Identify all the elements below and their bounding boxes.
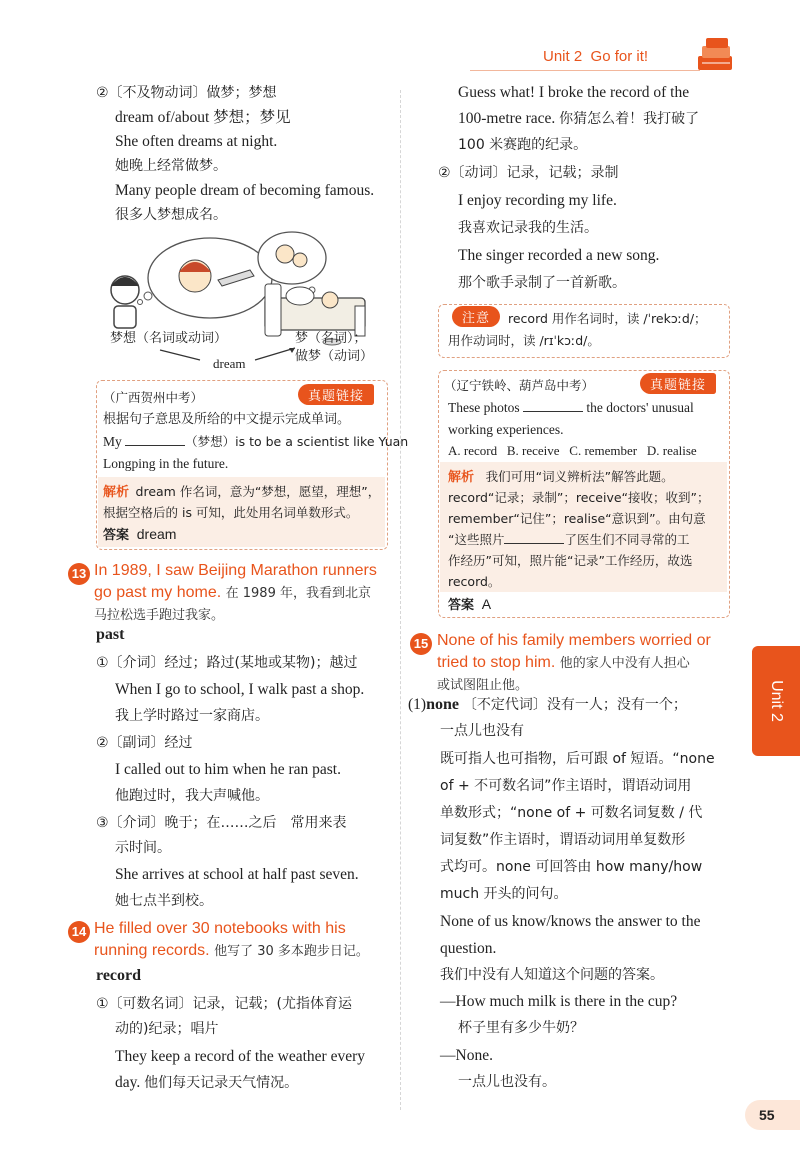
vocab-word: past bbox=[96, 626, 125, 643]
answer-line: 答案 dream bbox=[103, 526, 177, 543]
picture-label-right-2: 做梦（动词） bbox=[295, 349, 374, 364]
example-cn: 我们中没有人知道这个问题的答案。 bbox=[440, 967, 664, 983]
quiz-source: （广西贺州中考） bbox=[103, 390, 204, 405]
picture-label-right-1: 梦（名词）； bbox=[295, 331, 367, 346]
page-number: 55 bbox=[745, 1100, 800, 1130]
sense-line: ②〔副词〕经过 bbox=[96, 735, 193, 751]
sense-line: ②〔动词〕记录，记载；录制 bbox=[438, 165, 619, 181]
header-rule bbox=[470, 70, 700, 71]
unit-side-tab: Unit 2 bbox=[752, 646, 800, 756]
example-en: She often dreams at night. bbox=[115, 133, 278, 150]
sense-line: ①〔可数名词〕记录，记载；(尤指体育运 bbox=[96, 996, 353, 1012]
quiz-instruction: 根据句子意思及所给的中文提示完成单词。 bbox=[103, 412, 351, 427]
example-en: 100-metre race. 你猜怎么着！我打破了 bbox=[458, 110, 700, 127]
analysis-line: 根据空格后的 is 可知，此处用名词单数形式。 bbox=[103, 505, 359, 520]
example-cn: 我喜欢记录我的生活。 bbox=[458, 220, 598, 236]
note-tag: 注意 bbox=[452, 306, 500, 327]
picture-label-left: 梦想（名词或动词） bbox=[110, 331, 228, 346]
dialogue-en: —None. bbox=[440, 1047, 493, 1064]
example-en: When I go to school, I walk past a shop. bbox=[115, 681, 365, 698]
sense-line: 动的)纪录；唱片 bbox=[115, 1021, 219, 1037]
answer-blank bbox=[523, 397, 583, 412]
exam-link-tag: 真题链接 bbox=[640, 373, 716, 394]
analysis-line: 解析 dream 作名词，意为“梦想，愿望，理想”， bbox=[103, 484, 381, 500]
key-sentence: In 1989, I saw Beijing Marathon runners go past my home. 在 1989 年，我看到北京 马拉松选手跑过我家。 bbox=[94, 562, 377, 623]
item-number-badge: 13 bbox=[68, 563, 90, 585]
analysis-line: record。 bbox=[448, 574, 501, 589]
quiz-question-line2: working experiences. bbox=[448, 422, 564, 437]
explanation-line: 单数形式；“none of + 可数名词复数 / 代 bbox=[440, 805, 703, 821]
item-number-badge: 15 bbox=[410, 633, 432, 655]
example-cn: 那个歌手录制了一首新歌。 bbox=[458, 275, 626, 291]
picture-label-center: dream bbox=[213, 356, 246, 371]
sense-line: 一点儿也没有 bbox=[440, 723, 524, 739]
explanation-line: 式均可。none 可回答由 how many/how bbox=[440, 859, 703, 875]
example-en: None of us know/knows the answer to the bbox=[440, 913, 701, 930]
example-en: day. 他们每天记录天气情况。 bbox=[115, 1074, 299, 1091]
explanation-line: 既可指人也可指物，后可跟 of 短语。“none bbox=[440, 751, 715, 767]
quiz-source: （辽宁铁岭、葫芦岛中考） bbox=[444, 378, 595, 393]
example-en: I enjoy recording my life. bbox=[458, 192, 617, 209]
key-sentence: None of his family members worried or tried to stop him. 他的家人中没有人担心 或试图阻止他。 bbox=[437, 632, 711, 693]
example-en: I called out to him when he ran past. bbox=[115, 761, 341, 778]
analysis-line: 解析 我们可用“词义辨析法”解答此题。 bbox=[448, 469, 674, 485]
answer-line: 答案 A bbox=[448, 596, 492, 613]
key-sentence: He filled over 30 notebooks with his running records. 他写了 30 多本跑步日记。 bbox=[94, 920, 369, 959]
sense-line: (1)none 〔不定代词〕没有一人；没有一个； bbox=[408, 696, 687, 713]
analysis-line: remember“记住”；realise“意识到”。由句意 bbox=[448, 511, 706, 526]
dialogue-cn: 杯子里有多少牛奶？ bbox=[458, 1020, 584, 1036]
example-cn: 我上学时路过一家商店。 bbox=[115, 708, 269, 724]
example-cn: 她晚上经常做梦。 bbox=[115, 158, 227, 174]
example-cn: 她七点半到校。 bbox=[115, 893, 213, 909]
explanation-line: much 开头的问句。 bbox=[440, 886, 568, 902]
dialogue-en: —How much milk is there in the cup? bbox=[440, 993, 678, 1010]
quiz-question: My （梦想）is to be a scientist like Yuan bbox=[103, 431, 408, 453]
quiz-question: These photos the doctors' unusual bbox=[448, 397, 694, 419]
exam-link-tag: 真题链接 bbox=[298, 384, 374, 405]
column-divider bbox=[400, 90, 401, 1110]
example-en: Many people dream of becoming famous. bbox=[115, 182, 375, 199]
sense-line: 示时间。 bbox=[115, 840, 171, 856]
example-en: The singer recorded a new song. bbox=[458, 247, 660, 264]
note-line: 用作动词时，读 /rɪˈkɔːd/。 bbox=[448, 333, 600, 348]
example-en: She arrives at school at half past seven. bbox=[115, 866, 359, 883]
example-en: question. bbox=[440, 940, 497, 957]
example-cn: 他跑过时，我大声喊他。 bbox=[115, 788, 269, 804]
sense-line: ①〔介词〕经过；路过(某地或某物)；越过 bbox=[96, 655, 358, 671]
analysis-line: “这些照片 了医生们不同寻常的工 bbox=[448, 529, 690, 551]
example-en: They keep a record of the weather every bbox=[115, 1048, 366, 1065]
sense-line: ③〔介词〕晚于；在……之后 常用来表 bbox=[96, 815, 347, 831]
quiz-options: A. record B. receive C. remember D. realise bbox=[448, 443, 697, 458]
dialogue-cn: 一点儿也没有。 bbox=[458, 1074, 556, 1090]
example-cn: 很多人梦想成名。 bbox=[115, 207, 227, 223]
quiz-question-line2: Longping in the future. bbox=[103, 456, 229, 471]
analysis-line: 作经历”可知，照片能“记录”工作经历，故选 bbox=[448, 553, 693, 568]
note-line: record 用作名词时，读 /ˈrekɔːd/； bbox=[508, 311, 707, 326]
dream-phrase: dream of/about 梦想；梦见 bbox=[115, 109, 291, 126]
dream-sense-2: ②〔不及物动词〕做梦；梦想 bbox=[96, 85, 277, 101]
book-stack-icon bbox=[694, 36, 738, 76]
answer-blank bbox=[125, 431, 185, 446]
header-unit: Unit 2 Go for it! bbox=[543, 48, 649, 65]
vocab-word: record bbox=[96, 967, 142, 984]
analysis-line: record“记录；录制”；receive“接收；收到”； bbox=[448, 490, 710, 505]
example-cn: 100 米赛跑的纪录。 bbox=[458, 137, 588, 153]
item-number-badge: 14 bbox=[68, 921, 90, 943]
explanation-line: of + 不可数名词”作主语时，谓语动词用 bbox=[440, 778, 692, 794]
explanation-line: 词复数”作主语时，谓语动词用单复数形 bbox=[440, 832, 686, 848]
example-en: Guess what! I broke the record of the bbox=[458, 84, 690, 101]
answer-blank bbox=[504, 529, 564, 544]
